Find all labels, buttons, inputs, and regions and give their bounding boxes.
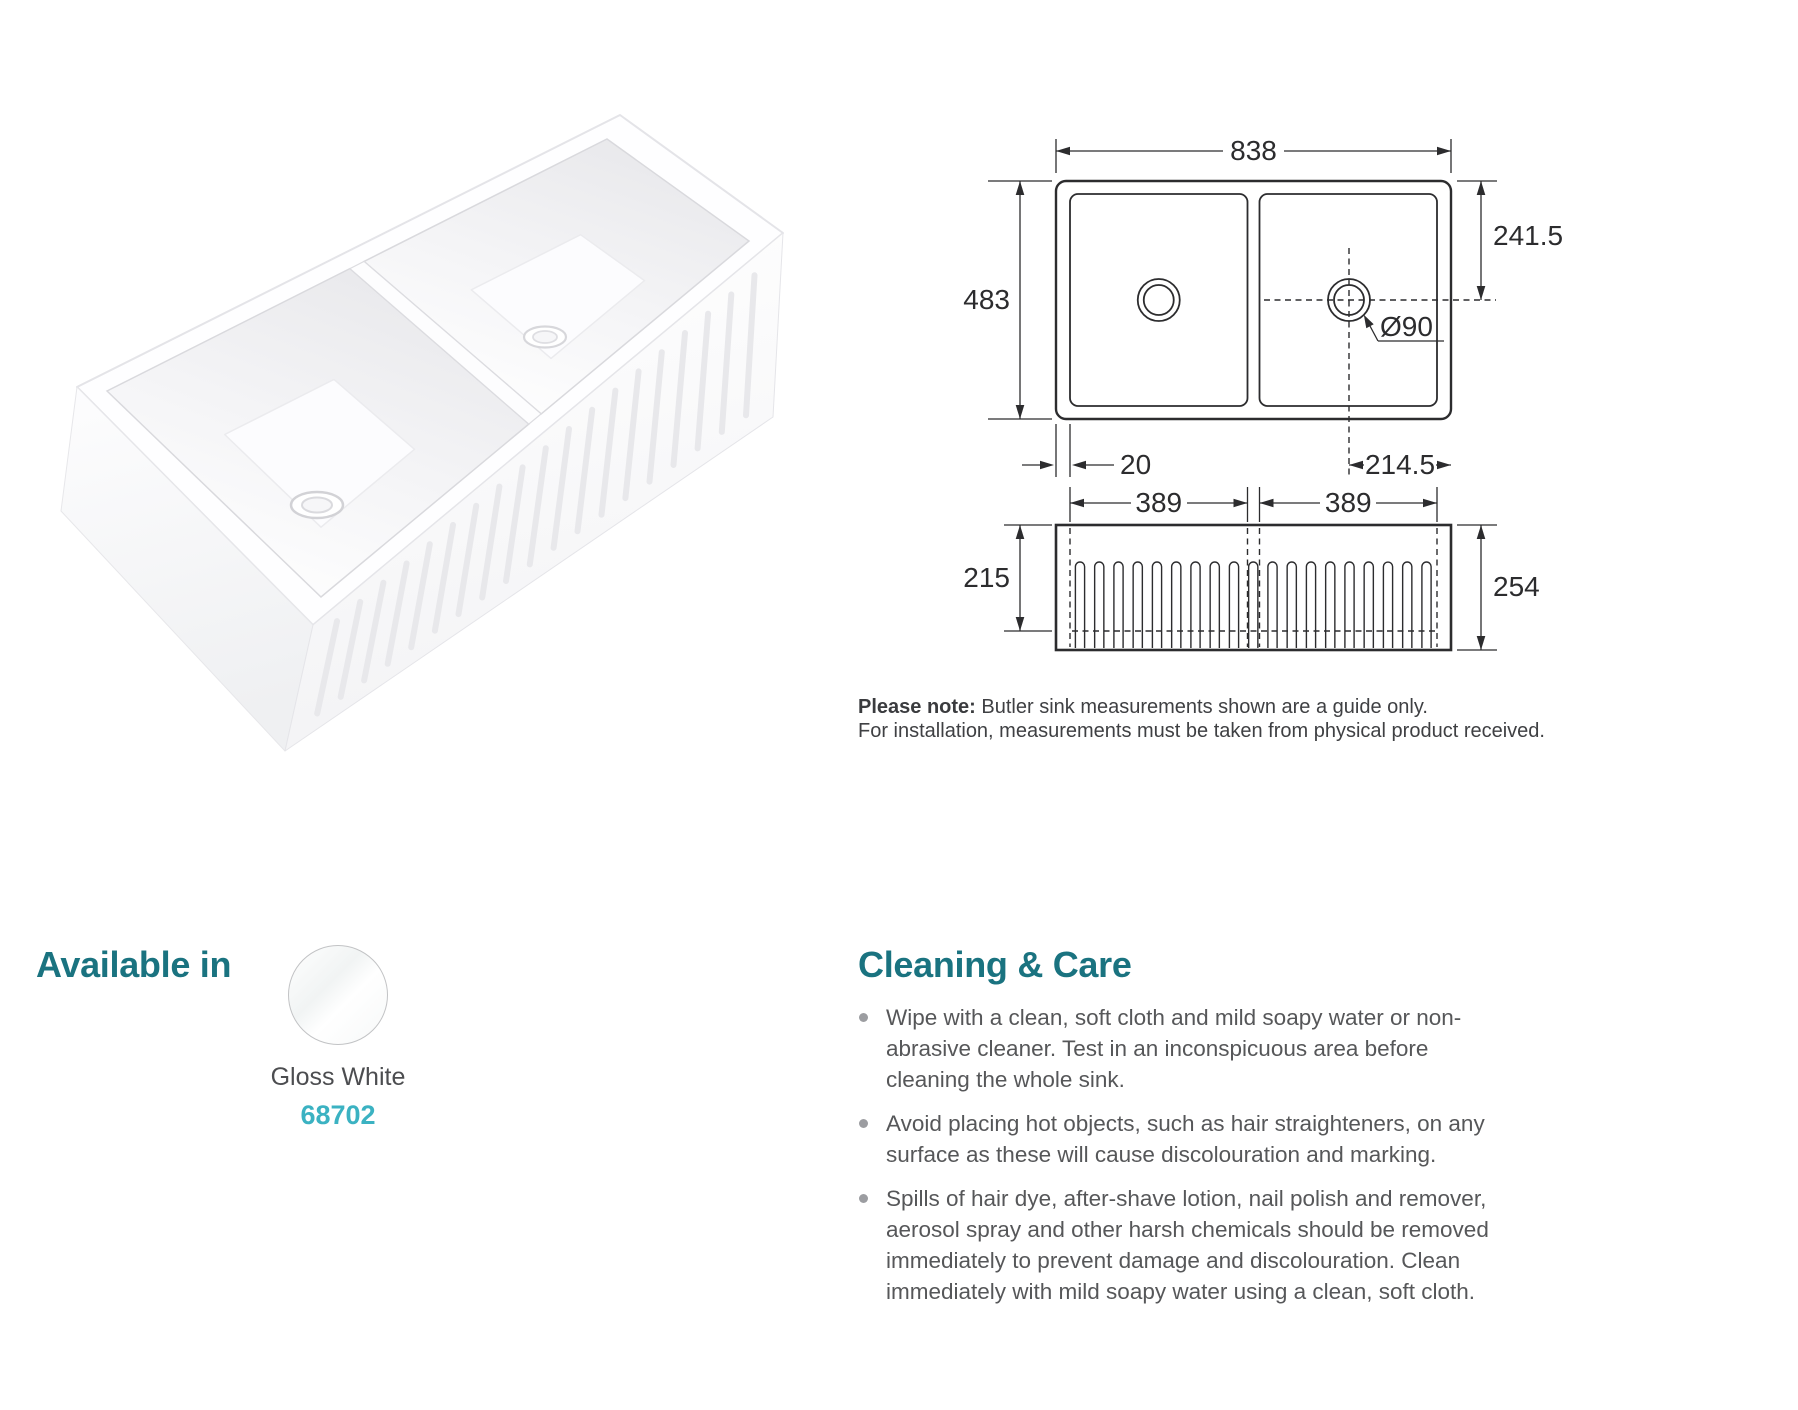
- product-image: [45, 75, 805, 755]
- front-view-flutes: [1075, 562, 1431, 648]
- color-swatch: [238, 945, 438, 1131]
- left-drain: [291, 492, 343, 518]
- dim-drain-diameter: Ø90: [1380, 311, 1433, 342]
- right-drain: [524, 327, 566, 348]
- care-bullet: Wipe with a clean, soft cloth and mild soapy water or non-abrasive cleaner. Test in an inconspicuous area before cleaning the whole sink.: [886, 1002, 1498, 1095]
- dim-left-bowl-width: 389: [1135, 487, 1183, 518]
- swatch-name: Gloss White: [270, 1063, 406, 1091]
- care-bullet: Avoid placing hot objects, such as hair straighteners, on any surface as these will cause discolouration and marking.: [886, 1108, 1498, 1170]
- gloss-white-swatch: [288, 945, 388, 1045]
- dimension-diagram: [960, 115, 1580, 690]
- swatch-code: 68702: [300, 1100, 376, 1130]
- dim-flute-height: 215: [963, 562, 1010, 593]
- dim-overall-height: 254: [1493, 571, 1540, 602]
- dimension-arrows: [1016, 147, 1486, 650]
- note-line1: Butler sink measurements shown are a guide only.: [981, 696, 1428, 718]
- dim-wall-thickness: 20: [1120, 449, 1152, 480]
- note-line2: For installation, measurements must be taken from physical product received.: [858, 720, 1545, 742]
- cleaning-care-heading: Cleaning & Care: [858, 944, 1132, 985]
- dim-overall-width: 838: [1230, 135, 1277, 166]
- centre-lines: [1070, 248, 1496, 647]
- dim-drain-offset-horizontal: 214.5: [1364, 449, 1436, 480]
- dimension-lines: [988, 139, 1497, 650]
- dim-drain-offset-vertical: 241.5: [1493, 220, 1564, 251]
- top-view-left-bowl: [1070, 194, 1248, 406]
- available-in-heading: Available in: [36, 944, 232, 985]
- care-bullet: Spills of hair dye, after-shave lotion, nail polish and remover, aerosol spray and other harsh chemicals should be removed immediately to prevent damage and discolouration. Clean immediately with mild soapy water using a clean, soft cloth.: [886, 1183, 1498, 1307]
- dim-right-bowl-width: 389: [1324, 487, 1372, 518]
- note-label: Please note:: [858, 696, 976, 718]
- dim-overall-depth: 483: [963, 284, 1010, 315]
- measurement-note: [858, 695, 1558, 743]
- cleaning-care-list: [858, 1002, 1498, 1320]
